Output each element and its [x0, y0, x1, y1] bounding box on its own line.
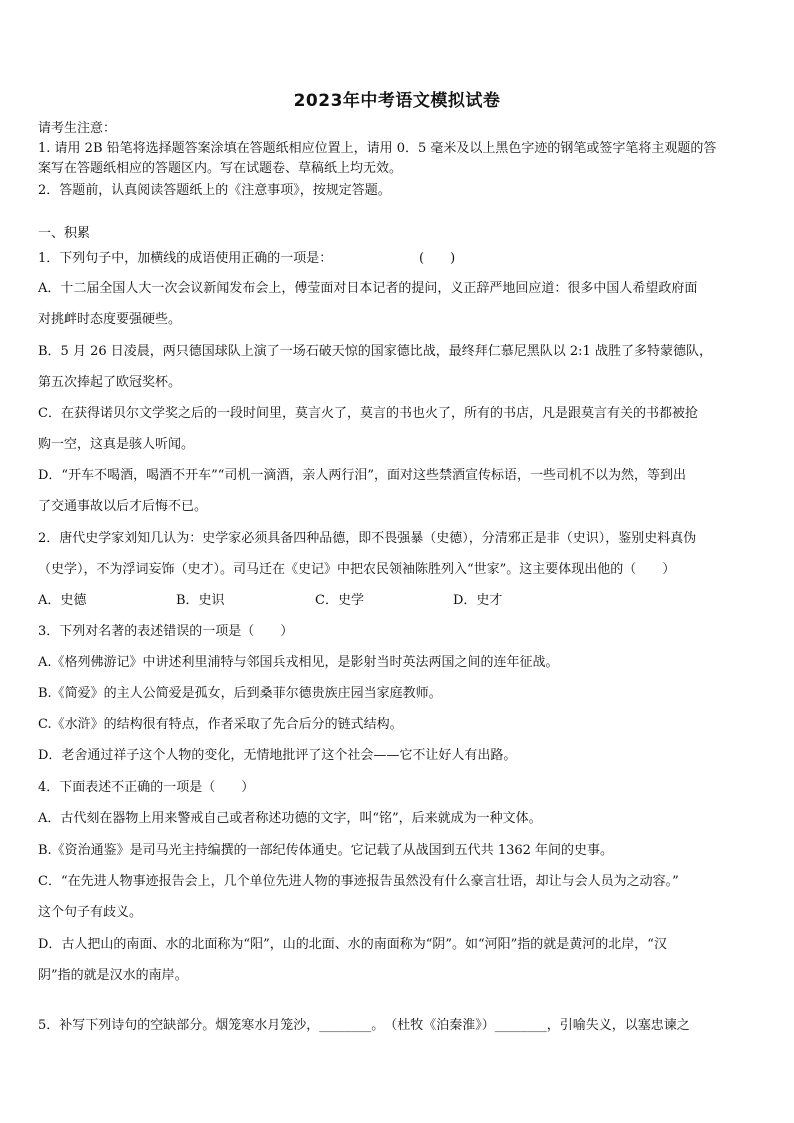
q3-option-c: C.《水浒》的结构很有特点，作者采取了先合后分的链式结构。 [38, 717, 403, 732]
question-3-stem: 3．下列对名著的表述错误的一项是（ ） [38, 624, 294, 639]
q1-option-a: A．十二届全国人大一次会议新闻发布会上，傅莹面对日本记者的提问，义正辞严地回应道：很多中国人希望政府面 [38, 281, 698, 296]
q4-option-b: B.《资治通鉴》是司马光主持编撰的一部纪传体通史。它记载了从战国到五代共 1362 年间的史事。 [38, 843, 614, 858]
question-1-stem [38, 251, 758, 267]
q3-option-d: D．老舍通过祥子这个人物的变化，无情地批评了这个社会——它不让好人有出路。 [38, 748, 517, 763]
q4-option-a: A．古代刻在器物上用来警戒自己或者称述功德的文字，叫“铭”，后来就成为一种文体。 [38, 811, 542, 826]
notice-item-1-cont: 案写在答题纸相应的答题区内。写在试题卷、草稿纸上均无效。 [38, 161, 403, 176]
question-5-stem: 5．补写下列诗句的空缺部分。烟笼寒水月笼沙，________。 （杜牧《泊秦淮》）________，引喻失义，以塞忠谏之 [38, 1018, 690, 1033]
question-4-stem: 4．下面表述不正确的一项是（ ） [38, 780, 255, 795]
question-stem-text: 1．下列句子中，加横线的成语使用正确的一项是： [38, 251, 333, 266]
q3-option-b: B.《简爱》的主人公简爱是孤女，后到桑菲尔德贵族庄园当家庭教师。 [38, 686, 442, 701]
q4-option-c: C．“在先进人物事迹报告会上，几个单位先进人物的事迹报告虽然没有什么豪言壮语，却让与会人员为之动容。” [38, 874, 679, 889]
page-title: 2023年中考语文模拟试卷 [293, 91, 501, 111]
q1-option-b: B．5 月 26 日凌晨，两只德国球队上演了一场石破天惊的国家德比战，最终拜仁慕尼黑队以 2:1 战胜了多特蒙德队， [38, 344, 712, 359]
q2-options [38, 593, 758, 609]
q2-option-b: B．史识 [176, 593, 225, 608]
q1-option-c-cont: 购一空，这真是骇人听闻。 [38, 437, 195, 452]
q1-option-a-cont: 对挑衅时态度要强硬些。 [38, 312, 182, 327]
question-2-stem: 2．唐代史学家刘知几认为：史学家必须具备四种品德，即不畏强暴（史德），分清邪正是非（史识），鉴别史料真伪 [38, 531, 697, 546]
answer-paren: ( ) [419, 251, 456, 266]
q1-option-b-cont: 第五次捧起了欧冠奖杯。 [38, 375, 182, 390]
notice-heading: 请考生注意： [38, 121, 117, 136]
q3-option-a: A.《格列佛游记》中讲述利里浦特与邻国兵戎相见，是影射当时英法两国之间的连年征战。 [38, 655, 559, 670]
section-heading: 一、积累 [38, 226, 91, 241]
q2-option-a: A．史德 [38, 593, 87, 608]
notice-item-2: 2．答题前，认真阅读答题纸上的《注意事项》，按规定答题。 [38, 183, 391, 198]
q4-option-d: D．古人把山的南面、水的北面称为“阳”，山的北面、水的南面称为“阴”。如“河阳”指的就是黄河的北岸，“汉 [38, 937, 667, 952]
q2-option-c: C．史学 [315, 593, 364, 608]
q4-option-d-cont: 阴”指的就是汉水的南岸。 [38, 968, 188, 983]
q1-option-d: D．“开车不喝酒，喝酒不开车”“司机一滴酒，亲人两行泪”，面对这些禁酒宣传标语，一些司机不以为然，等到出 [38, 468, 687, 483]
q1-option-d-cont: 了交通事故以后才后悔不已。 [38, 499, 208, 514]
notice-item-1: 1. 请用 2B 铅笔将选择题答案涂填在答题纸相应位置上，请用 0．5 毫米及以上黑色字迹的钢笔或签字笔将主观题的答 [38, 141, 717, 156]
question-2-stem-cont: （史学），不为浮词妄饰（史才）。司马迁在《史记》中把农民领袖陈胜列入“世家”。这主要体现出他的（ ） [38, 562, 676, 577]
q1-option-c: C．在获得诺贝尔文学奖之后的一段时间里，莫言火了，莫言的书也火了，所有的书店，凡是跟莫言有关的书都被抢 [38, 406, 698, 421]
q4-option-c-cont: 这个句子有歧义。 [38, 905, 143, 920]
q2-option-d: D．史才 [453, 593, 503, 608]
